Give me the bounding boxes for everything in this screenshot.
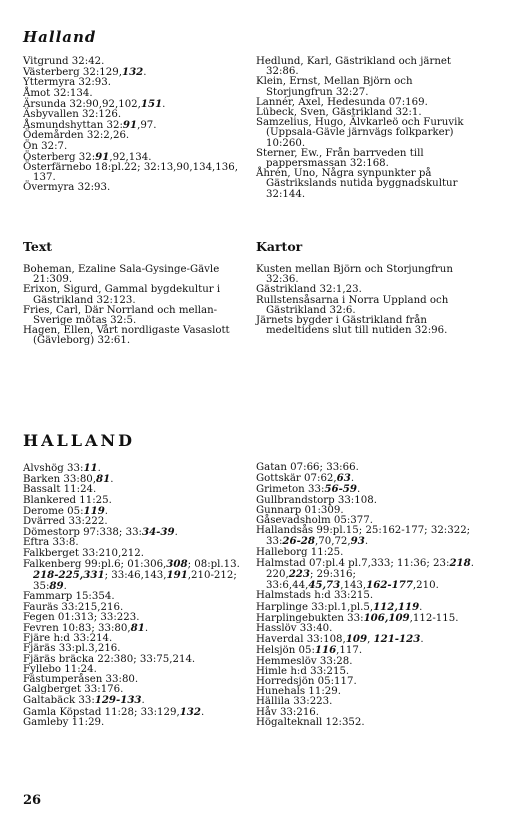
index-entry xyxy=(256,118,482,149)
index-entry-text: Harplinge 33:pl.1,pl.5, xyxy=(256,601,374,613)
index-entry-italic-ref: 112,119 xyxy=(373,600,420,613)
index-entry-italic-ref: 91 xyxy=(95,150,110,163)
index-entry-text: Äsbyvallen 32:126. xyxy=(23,109,122,121)
index-entry xyxy=(23,517,247,527)
index-entry xyxy=(23,496,247,506)
index-entry xyxy=(256,473,482,484)
index-entry-italic-ref: 116 xyxy=(314,644,337,657)
index-entry-text: Galtabäck 33: xyxy=(23,695,95,707)
index-entry-text: ,70,72, xyxy=(315,536,351,548)
index-entry-text: Hällila 33:223. xyxy=(256,696,333,708)
index-entry-text: . xyxy=(162,98,166,110)
index-entry xyxy=(256,526,482,547)
index-entry-text: . xyxy=(174,527,178,539)
index-entry-text: Boheman, Ezaline Sala-Gysinge-Gävle 21:309. xyxy=(23,264,220,286)
index-entry-text: Gästrikland 32:1,23. xyxy=(256,284,362,296)
index-entry-italic-ref: 56-59 xyxy=(324,483,357,496)
index-entry-text: Falkenberg 99:pl.6; 01:306, xyxy=(23,558,167,570)
index-entry-italic-ref: 162-177 xyxy=(366,579,413,592)
index-entry-italic-ref: 121-123 xyxy=(373,633,421,646)
index-entry xyxy=(256,718,482,728)
index-entry-italic-ref: 218 xyxy=(449,556,471,569)
index-entry-text: . xyxy=(143,67,147,79)
index-entry-text: Ön 32:7. xyxy=(23,140,68,152)
section2-right-column xyxy=(256,463,482,728)
index-entry-text: , xyxy=(367,634,374,646)
index-entry-italic-ref: 223 xyxy=(288,568,310,581)
index-entry xyxy=(256,57,482,77)
index-entry-text: Gatan 07:66; 33:66. xyxy=(256,462,359,473)
index-entry xyxy=(256,634,482,645)
index-entry-text: Halmstad 07:pl.4 pl.7,333; 11:36; 23: xyxy=(256,557,450,569)
index-entry-italic-ref: 89 xyxy=(49,580,64,593)
index-entry-text: Fammarp 15:354. xyxy=(23,591,115,603)
index-entry xyxy=(256,624,482,634)
index-entry-text: Övermyra 32:93. xyxy=(23,182,111,194)
index-entry-italic-ref: 81 xyxy=(130,622,145,635)
index-entry xyxy=(23,183,247,193)
index-entry-text: Himle h:d 33:215. xyxy=(256,665,350,677)
index-entry-text: . xyxy=(104,505,109,517)
index-entry-text: Fyllebo 11:24. xyxy=(23,663,97,675)
index-entry-text: Fjäräs bräcka 22:380; 33:75,214. xyxy=(23,653,196,665)
index-entry-text: Dvärred 33:222. xyxy=(23,516,108,528)
index-entry xyxy=(23,89,247,99)
index-entry xyxy=(23,163,247,183)
index-entry-text: . xyxy=(144,623,149,635)
index-entry-text: Halleborg 11:25. xyxy=(256,546,344,558)
index-entry-text: Fästumperåsen 33:80. xyxy=(23,674,139,686)
index-entry-text: Harplingebukten 33: xyxy=(256,612,364,624)
index-entry-text: Grimeton 33: xyxy=(256,484,325,496)
index-entry-text: Blankered 11:25. xyxy=(23,494,112,506)
index-entry-text: ,210-212; 35: xyxy=(33,570,237,593)
index-entry xyxy=(256,316,482,336)
index-entry-text: Håv 33:216. xyxy=(256,706,320,718)
index-entry-text: Åhrén, Uno, Några synpunkter på Gästrikslands nutida byggnadskultur 32:144. xyxy=(256,168,458,200)
index-entry-text: Klein, Ernst, Mellan Björn och Storjungfrun 32:27. xyxy=(256,76,413,98)
index-entry-italic-ref: 218-225,331 xyxy=(33,569,105,582)
index-entry-text: . xyxy=(350,473,355,485)
index-entry xyxy=(23,142,247,152)
text-column xyxy=(23,265,247,347)
index-entry-text: Ärsunda 32:90,92,102, xyxy=(23,98,141,110)
index-entry-text: Falkberget 33:210,212. xyxy=(23,547,144,559)
index-entry-text: Hagen, Ellen, Vårt nordligaste Vasaslott (Gävleborg) 32:61. xyxy=(23,325,230,347)
index-entry-text: Derome 05: xyxy=(23,505,84,517)
index-entry xyxy=(23,559,247,593)
index-entry-italic-ref: 129-133 xyxy=(94,694,142,707)
index-entry-italic-ref: 11 xyxy=(83,462,98,474)
index-entry xyxy=(256,169,482,200)
index-entry-text: Fauräs 33:215,216. xyxy=(23,601,124,613)
index-entry-text: Västerberg 32:129, xyxy=(23,67,122,79)
index-entry-italic-ref: 93 xyxy=(350,535,365,548)
index-entry-text: Alvshög 33: xyxy=(23,463,84,474)
index-entry-text: Dömestorp 97:338; 33: xyxy=(23,527,142,539)
index-entry-text: Halmstads h:d 33:215. xyxy=(256,590,374,602)
index-entry-text: Samzelius, Hugo, Älvkarleö och Furuvik (Uppsala-Gävle järnvägs folkparker) 10:260. xyxy=(256,117,464,149)
index-entry-text: Hunehals 11:29. xyxy=(256,686,341,698)
index-entry-text: Kusten mellan Björn och Storjungfrun 32:36. xyxy=(256,264,453,286)
index-entry xyxy=(23,695,247,706)
index-entry-text: Fjäräs 33:pl.3,216. xyxy=(23,643,121,655)
index-entry-italic-ref: 63 xyxy=(336,472,351,485)
index-entry-italic-ref: 308 xyxy=(166,557,188,570)
index-entry-text: Gullbrandstorp 33:108. xyxy=(256,494,377,506)
index-entry-italic-ref: 91 xyxy=(122,119,138,132)
index-entry-text: ,97. xyxy=(137,120,157,132)
index-entry-text: ; 29:316; 33:6,44, xyxy=(266,569,356,592)
section-title-halland: HALLAND xyxy=(23,431,135,450)
index-entry-text: Österfärnebo 18:pl.22; 32:13,90,134,136, 137. xyxy=(23,162,238,184)
index-entry-text: Gunnarp 01:309. xyxy=(256,504,344,516)
section1-right-column xyxy=(256,57,482,200)
index-entry xyxy=(256,296,482,316)
index-entry xyxy=(23,326,247,346)
index-entry-text: Bassalt 11:24. xyxy=(23,484,97,496)
index-entry xyxy=(23,463,247,474)
index-entry-text: ; 33:46,143, xyxy=(104,570,167,582)
index-entry-text: Gottskär 07:62, xyxy=(256,473,337,485)
index-entry-text: Fevren 10:83; 33:80, xyxy=(23,623,131,635)
index-entry-text: . xyxy=(420,634,424,646)
index-entry-text: Åmot 32:134. xyxy=(23,87,93,99)
text-heading: Text xyxy=(23,239,53,254)
index-entry-italic-ref: 151 xyxy=(140,97,163,110)
index-entry-italic-ref: 81 xyxy=(96,473,111,486)
index-entry-text: Barken 33:80, xyxy=(23,474,97,486)
index-entry-text: Vitgrund 32:42. xyxy=(23,56,105,67)
index-entry-italic-ref: 119 xyxy=(83,504,105,517)
index-entry-text: Gamleby 11:29. xyxy=(23,716,105,728)
index-entry-text: Haverdal 33:108, xyxy=(256,634,346,646)
index-entry-text: Lübeck, Sven, Gästrikland 32:1. xyxy=(256,107,422,119)
index-entry-text: ,112-115. xyxy=(409,612,459,624)
index-entry-italic-ref: 26-28 xyxy=(282,535,315,548)
index-entry xyxy=(23,549,247,559)
index-entry-text: Österberg 32: xyxy=(23,151,96,163)
index-entry-text: Hasslöv 33:40. xyxy=(256,623,333,635)
index-entry xyxy=(23,285,247,305)
index-entry-text: Galgberget 33:176. xyxy=(23,684,124,696)
index-entry-text: Fries, Carl, Där Norrland och mellan-Sverige mötas 32:5. xyxy=(23,304,218,327)
index-entry-italic-ref: 45,73 xyxy=(308,579,341,592)
index-entry-text: . xyxy=(141,695,145,707)
section2-left-column xyxy=(23,463,247,728)
index-entry-text: Gamla Köpstad 11:28; 33:129, xyxy=(23,706,180,718)
kartor-column xyxy=(256,265,482,336)
index-entry-text: Horredsjön 05:117. xyxy=(256,676,357,688)
index-entry-text: Åsmundshyttan 32: xyxy=(23,120,123,132)
index-entry xyxy=(256,265,482,285)
index-entry-text: Helsjön 05: xyxy=(256,645,315,657)
index-entry-text: . xyxy=(419,601,423,613)
index-entry xyxy=(23,265,247,285)
index-entry xyxy=(256,558,482,592)
index-entry-text: ,143, xyxy=(340,580,367,592)
index-entry-text: Järnets bygder i Gästrikland från medeltidens slut till nutiden 32:96. xyxy=(256,315,448,337)
index-entry-text: . xyxy=(364,536,369,548)
page-number: 26 xyxy=(23,793,42,808)
index-entry xyxy=(256,463,482,473)
index-entry-text: Högalteknall 12:352. xyxy=(256,716,365,728)
section-title-halland-italic: Halland xyxy=(23,28,97,46)
kartor-heading: Kartor xyxy=(256,239,303,254)
index-entry-text: Lannér, Axel, Hedesunda 07:169. xyxy=(256,96,428,108)
index-entry xyxy=(256,77,482,97)
index-entry-text: ,117. xyxy=(336,645,363,657)
index-entry-text: . xyxy=(63,581,67,593)
index-entry-text: ,92,134. xyxy=(109,151,152,163)
index-entry-italic-ref: 132 xyxy=(121,66,144,79)
index-entry xyxy=(256,591,482,601)
index-entry-italic-ref: 109 xyxy=(345,633,368,646)
index-entry-text: Hemmeslöv 33:28. xyxy=(256,655,353,667)
index-entry xyxy=(23,718,247,728)
index-entry-text: Sterner, Ew., Från barrveden till pappersmassan 32:168. xyxy=(256,147,424,170)
index-entry-text: Fegen 01:313; 33:223. xyxy=(23,611,140,623)
index-entry-text: Gåsevadsholm 05:377. xyxy=(256,515,373,527)
index-entry-text: ; 08:pl.13. xyxy=(187,558,240,570)
index-entry-text: Erixon, Sigurd, Gammal bygdekultur i Gästrikland 32:123. xyxy=(23,284,221,306)
index-entry-text: ,210. xyxy=(412,580,439,592)
index-entry xyxy=(256,149,482,169)
index-entry-text: Eftra 33:8. xyxy=(23,537,79,549)
index-entry-text: . 220, xyxy=(266,557,474,581)
index-entry-text: Hallandsås 99:pl.15; 25:162-177; 32:322; 33: xyxy=(256,525,471,548)
index-entry-italic-ref: 106,109 xyxy=(363,611,410,624)
index-entry-text: Ödemården 32:2,26. xyxy=(23,130,130,142)
section1-left-column xyxy=(23,57,247,194)
index-entry-text: Rullstensåsarna i Norra Uppland och Gästrikland 32:6. xyxy=(256,294,449,316)
index-entry-text: Hedlund, Karl, Gästrikland och järnet 32:86. xyxy=(256,56,452,78)
index-entry-text: . xyxy=(97,463,101,474)
index-entry-italic-ref: 34-39 xyxy=(141,526,175,539)
index-entry-italic-ref: 191 xyxy=(166,569,188,582)
index-entry-text: . xyxy=(356,484,361,496)
index-entry-text: . xyxy=(110,474,114,486)
index-entry-italic-ref: 132 xyxy=(179,705,201,718)
index-entry-text: Fjäre h:d 33:214. xyxy=(23,633,113,645)
index-entry xyxy=(23,306,247,326)
index-entry-text: . xyxy=(200,706,205,718)
index-entry-text: Yttermyra 32:93. xyxy=(23,77,112,89)
